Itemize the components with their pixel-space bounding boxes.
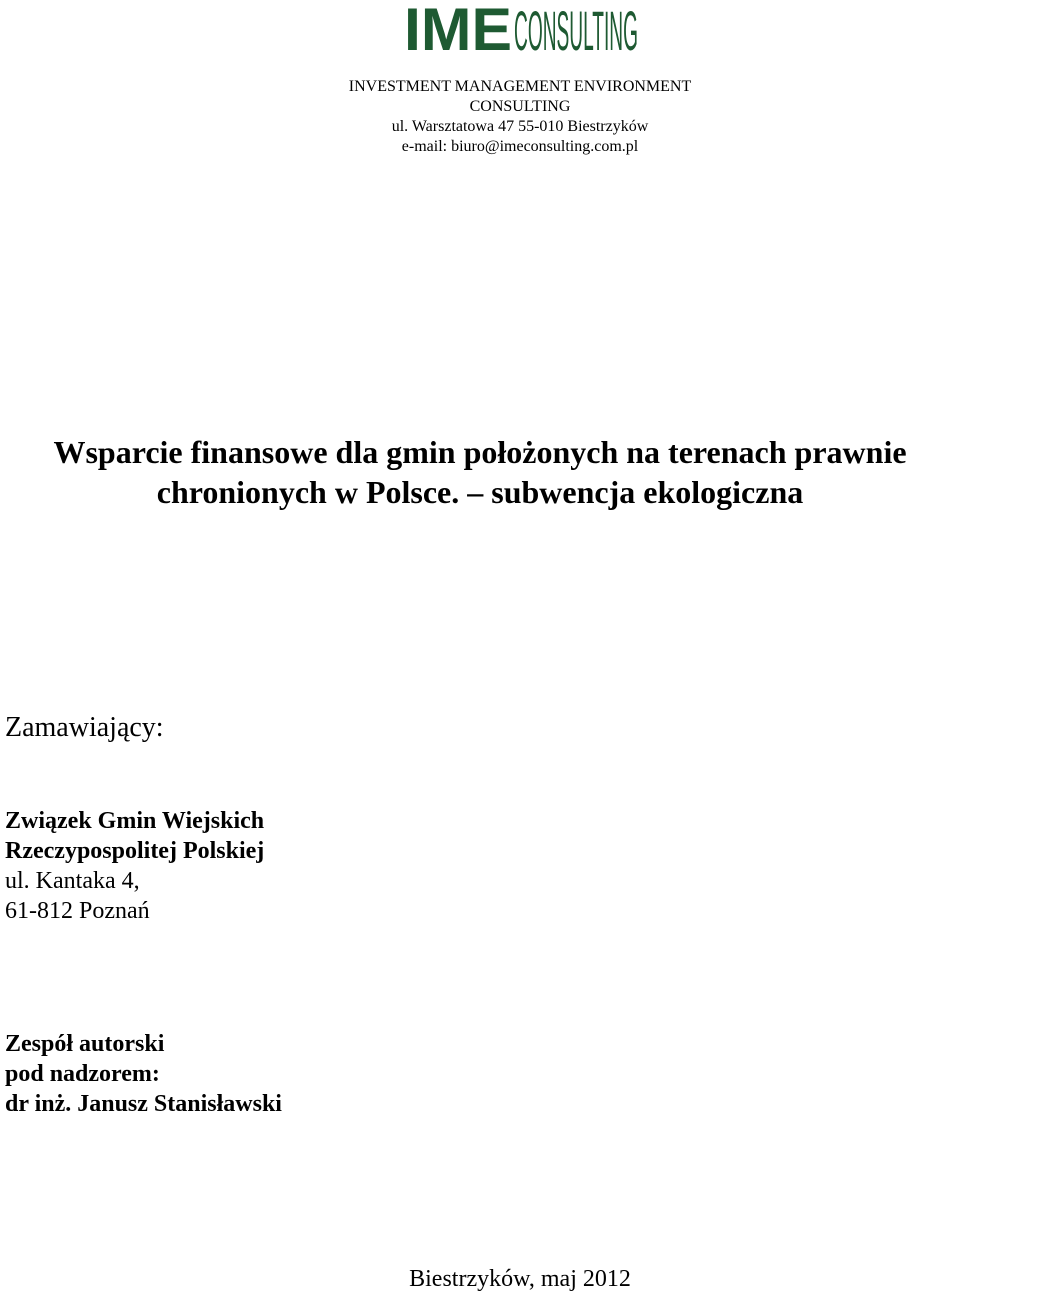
company-header [320, 77, 720, 157]
document-title [0, 432, 960, 512]
ime-consulting-logo [404, 0, 640, 63]
company-name-line1: INVESTMENT MANAGEMENT ENVIRONMENT [348, 78, 692, 95]
client-details [5, 806, 264, 926]
authors-section [5, 1029, 282, 1119]
client-name-line2: Rzeczypospolitej Polskiej [5, 838, 265, 864]
authors-supervisor: dr inż. Janusz Stanisławski [5, 1091, 282, 1117]
authors-line2: pod nadzorem: [5, 1061, 160, 1087]
authors-line1: Zespół autorski [5, 1031, 165, 1057]
logo-text-consulting: CONSULTING [514, 0, 638, 62]
company-address: ul. Warsztatowa 47 55-010 Biestrzyków [391, 118, 649, 135]
document-title-line1: Wsparcie finansowe dla gmin położonych na terenach prawnie [53, 434, 907, 470]
client-city: 61-812 Poznań [5, 898, 150, 924]
company-name-line2: CONSULTING [469, 98, 571, 115]
logo-graphic [404, 0, 640, 63]
client-heading: Zamawiający: [5, 712, 164, 743]
document-title-line2: chronionych w Polsce. – subwencja ekologiczna [156, 474, 804, 510]
client-street: ul. Kantaka 4, [5, 868, 140, 894]
client-name-line1: Związek Gmin Wiejskich [5, 808, 265, 834]
footer-place-date: Biestrzyków, maj 2012 [409, 1266, 631, 1292]
company-email: e-mail: biuro@imeconsulting.com.pl [401, 138, 639, 155]
logo-text-ime: IME [404, 0, 512, 63]
